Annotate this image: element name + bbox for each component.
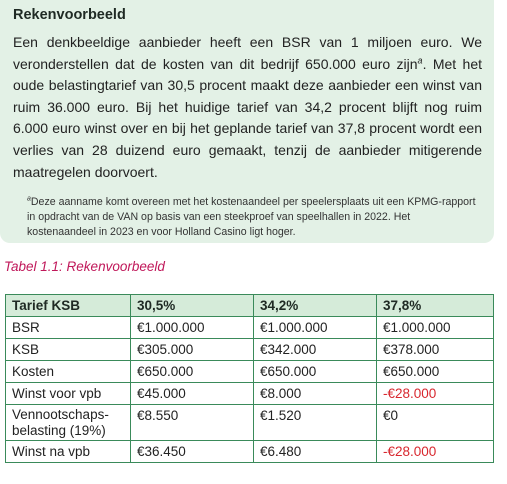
table-row [6,405,494,441]
example-box [0,0,494,243]
cell-value: €650.000 [254,361,377,383]
box-title: Rekenvoorbeeld [13,7,126,23]
table-row [6,361,494,383]
row-label: Winst voor vpb [6,383,131,405]
cell-value: €650.000 [377,361,494,383]
table-header-row [6,295,494,317]
table-row [6,383,494,405]
cell-value-negative: -€28.000 [377,441,494,463]
header-rate-2: 34,2% [254,295,377,317]
row-label: Winst na vpb [6,441,131,463]
cell-value: €1.520 [254,405,377,441]
cell-value: €1.000.000 [131,317,254,339]
header-label: Tarief KSB [6,295,131,317]
cell-value: €0 [377,405,494,441]
table-caption: Tabel 1.1: Rekenvoorbeeld [4,259,165,274]
header-rate-3: 37,8% [377,295,494,317]
footnote-text: Deze aanname komt overeen met het kostenaandeel per speelersplaats uit een KPMG-rapport in opdracht van de VAN op basis van een steekproef van speelhallen in 2022. Het kostenaandeel in 2023 en voor Holland Casino ligt hoger. [27,196,476,239]
row-label: BSR [6,317,131,339]
table-row [6,339,494,361]
cell-value: €45.000 [131,383,254,405]
cell-value: €342.000 [254,339,377,361]
cell-value: €6.480 [254,441,377,463]
cell-value: €378.000 [377,339,494,361]
footnote [13,195,482,240]
footnote-marker: a [27,195,31,203]
cell-value: €305.000 [131,339,254,361]
table-row [6,441,494,463]
footnote-ref: a [417,54,423,65]
cell-value: €1.000.000 [377,317,494,339]
cell-value: €650.000 [131,361,254,383]
box-body [13,32,482,183]
cell-value: €36.450 [131,441,254,463]
box-body-rest: . Met het oude belastingtarief van 30,5 procent maakt deze aanbieder een winst van ruim 36.000 euro. Bij het huidige tarief van 34,2 procent blijft nog ruim 6.000 euro winst over en bij het geplande tarief van 37,8 procent wordt een verlies van 28 duizend euro gemaakt, tenzij de aanbieder mitigerende maatregelen doorvoert. [13,55,483,180]
header-rate-1: 30,5% [131,295,254,317]
example-table [5,294,494,463]
box-body-main: Een denkbeeldige aanbieder heeft een BSR van 1 miljoen euro. We veronderstellen dat de kosten van dit bedrijf 650.000 euro zijn [13,34,482,72]
row-label: Vennootschaps- belasting (19%) [6,405,131,441]
cell-value-negative: -€28.000 [377,383,494,405]
row-label: KSB [6,339,131,361]
table-row [6,317,494,339]
cell-value: €8.000 [254,383,377,405]
row-label: Kosten [6,361,131,383]
cell-value: €1.000.000 [254,317,377,339]
cell-value: €8.550 [131,405,254,441]
